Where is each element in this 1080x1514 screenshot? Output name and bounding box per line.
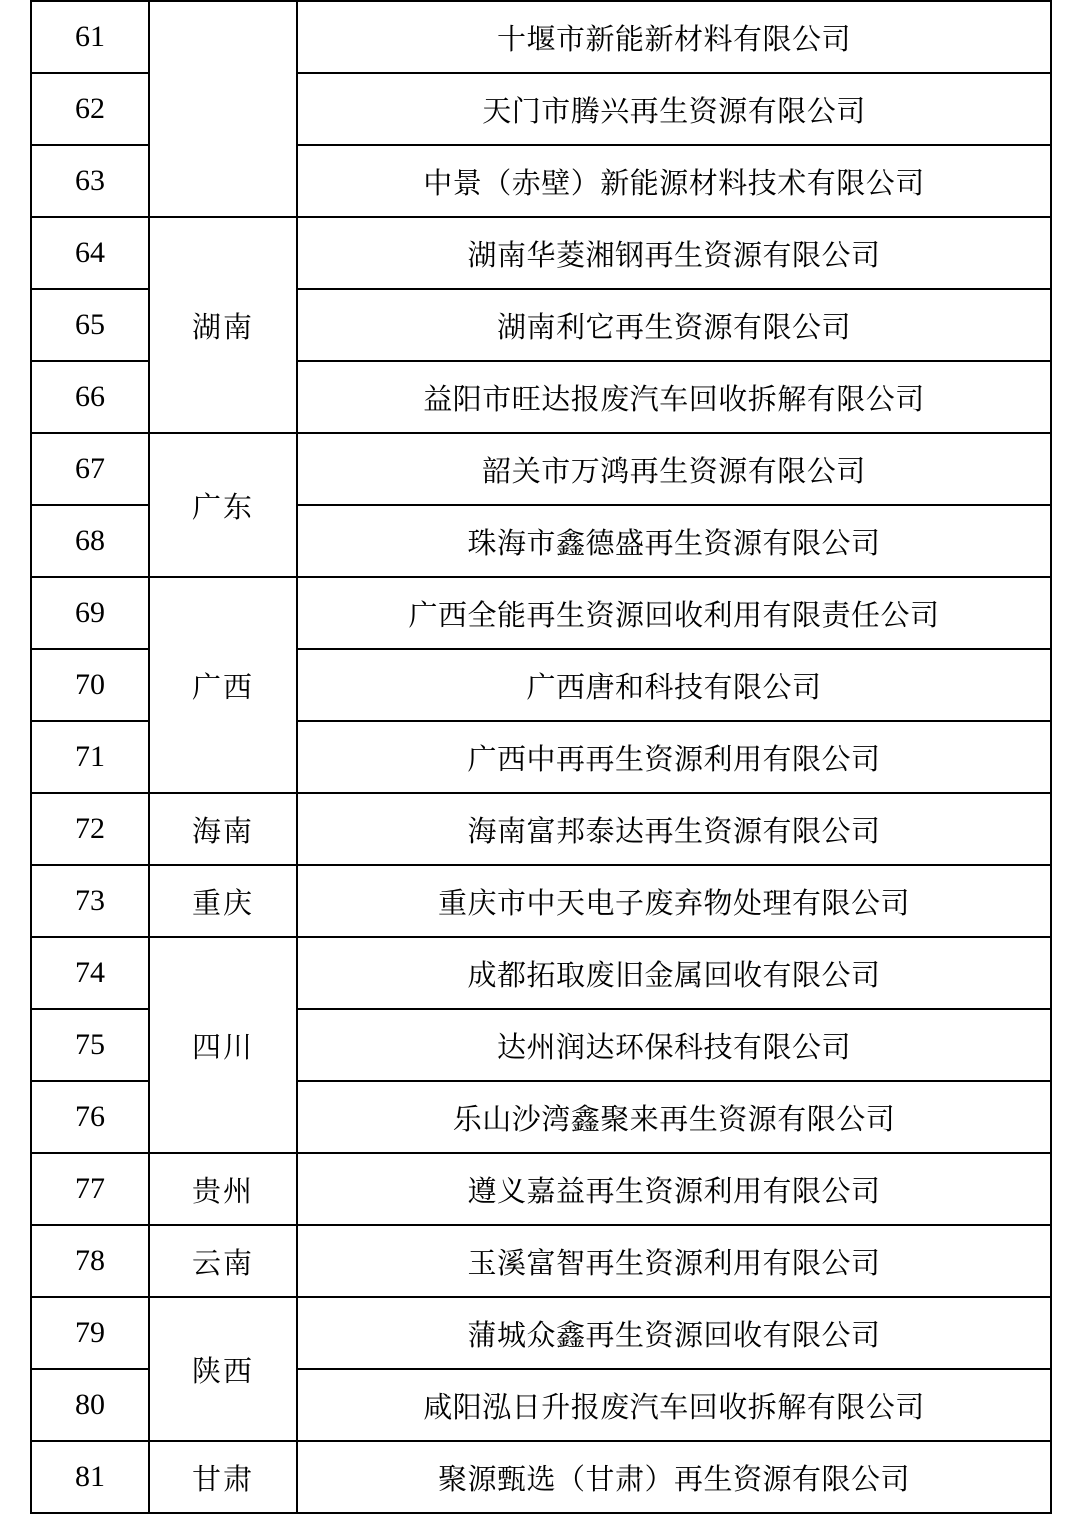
row-company-name: 十堰市新能新材料有限公司: [297, 1, 1051, 73]
row-company-name: 广西唐和科技有限公司: [297, 649, 1051, 721]
row-company-name: 天门市腾兴再生资源有限公司: [297, 73, 1051, 145]
row-company-name: 遵义嘉益再生资源利用有限公司: [297, 1153, 1051, 1225]
enterprise-list-table: [30, 0, 1052, 1514]
row-company-name: 聚源甄选（甘肃）再生资源有限公司: [297, 1441, 1051, 1513]
table-row: [31, 1297, 1051, 1369]
row-company-name: 乐山沙湾鑫聚来再生资源有限公司: [297, 1081, 1051, 1153]
row-number: 63: [31, 145, 149, 217]
row-number: 64: [31, 217, 149, 289]
row-number: 71: [31, 721, 149, 793]
table-row: [31, 433, 1051, 505]
row-number: 66: [31, 361, 149, 433]
row-number: 70: [31, 649, 149, 721]
row-province: 重庆: [149, 865, 297, 937]
row-province: 陕西: [149, 1297, 297, 1441]
row-number: 68: [31, 505, 149, 577]
row-province: 云南: [149, 1225, 297, 1297]
table-row: [31, 1441, 1051, 1513]
row-number: 76: [31, 1081, 149, 1153]
row-company-name: 广西中再再生资源利用有限公司: [297, 721, 1051, 793]
row-number: 73: [31, 865, 149, 937]
table-row: [31, 217, 1051, 289]
row-number: 80: [31, 1369, 149, 1441]
table-row: [31, 1, 1051, 73]
row-company-name: 成都拓取废旧金属回收有限公司: [297, 937, 1051, 1009]
row-company-name: 珠海市鑫德盛再生资源有限公司: [297, 505, 1051, 577]
row-province: 广西: [149, 577, 297, 793]
row-company-name: 蒲城众鑫再生资源回收有限公司: [297, 1297, 1051, 1369]
row-company-name: 湖南华菱湘钢再生资源有限公司: [297, 217, 1051, 289]
row-company-name: 重庆市中天电子废弃物处理有限公司: [297, 865, 1051, 937]
table-row: [31, 577, 1051, 649]
row-province: 海南: [149, 793, 297, 865]
row-number: 72: [31, 793, 149, 865]
table-row: [31, 1225, 1051, 1297]
row-province: 湖南: [149, 217, 297, 433]
row-number: 78: [31, 1225, 149, 1297]
row-province: 贵州: [149, 1153, 297, 1225]
row-number: 61: [31, 1, 149, 73]
row-province: 四川: [149, 937, 297, 1153]
row-company-name: 韶关市万鸿再生资源有限公司: [297, 433, 1051, 505]
row-number: 69: [31, 577, 149, 649]
row-company-name: 达州润达环保科技有限公司: [297, 1009, 1051, 1081]
row-company-name: 海南富邦泰达再生资源有限公司: [297, 793, 1051, 865]
table-row: [31, 793, 1051, 865]
row-province: 广东: [149, 433, 297, 577]
row-number: 75: [31, 1009, 149, 1081]
row-company-name: 湖南利它再生资源有限公司: [297, 289, 1051, 361]
row-number: 67: [31, 433, 149, 505]
table-row: [31, 865, 1051, 937]
table-row: [31, 1153, 1051, 1225]
row-company-name: 益阳市旺达报废汽车回收拆解有限公司: [297, 361, 1051, 433]
row-number: 81: [31, 1441, 149, 1513]
row-company-name: 咸阳泓日升报废汽车回收拆解有限公司: [297, 1369, 1051, 1441]
row-province: [149, 1, 297, 217]
row-number: 77: [31, 1153, 149, 1225]
row-number: 79: [31, 1297, 149, 1369]
table-body: [31, 1, 1051, 1513]
row-number: 65: [31, 289, 149, 361]
row-province: 甘肃: [149, 1441, 297, 1513]
row-number: 74: [31, 937, 149, 1009]
row-number: 62: [31, 73, 149, 145]
row-company-name: 广西全能再生资源回收利用有限责任公司: [297, 577, 1051, 649]
row-company-name: 中景（赤壁）新能源材料技术有限公司: [297, 145, 1051, 217]
row-company-name: 玉溪富智再生资源利用有限公司: [297, 1225, 1051, 1297]
table-row: [31, 937, 1051, 1009]
